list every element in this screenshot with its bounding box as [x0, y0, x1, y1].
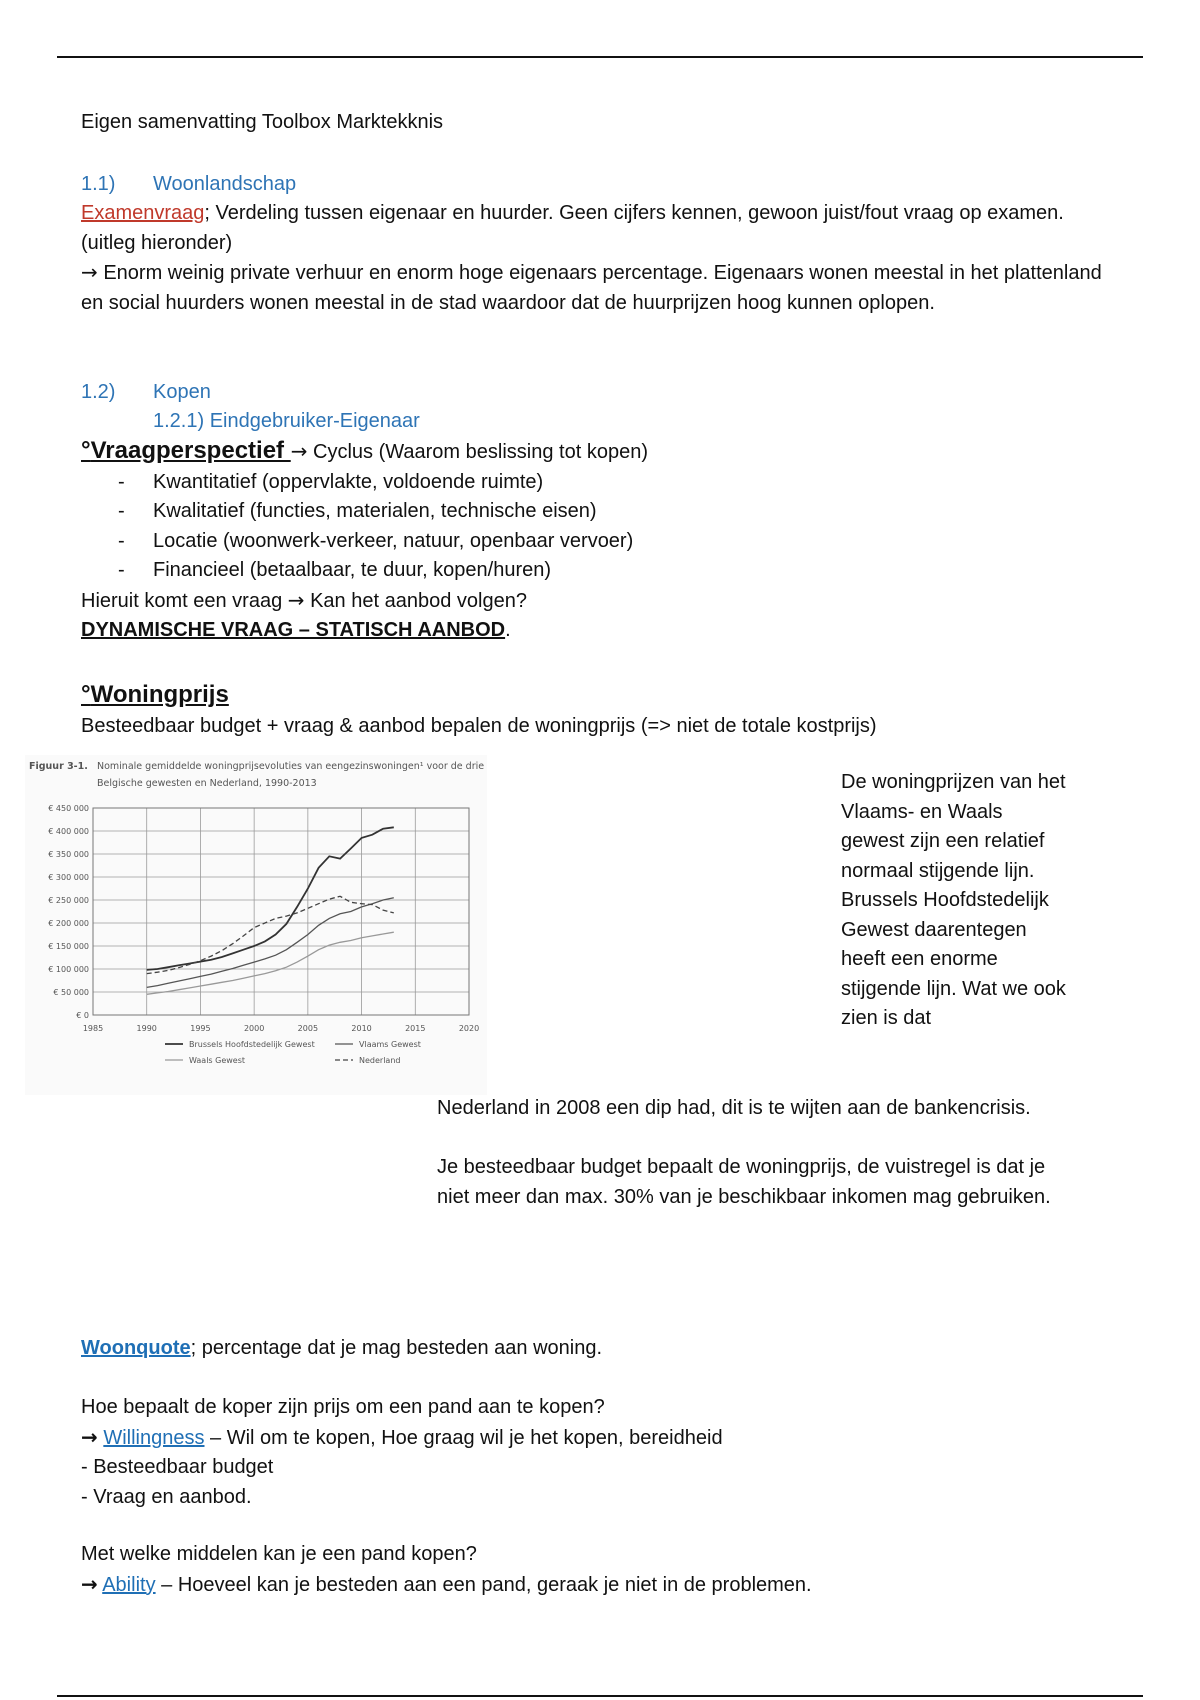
koper-question: Hoe bepaalt de koper zijn prijs om een pand aan te kopen? — [81, 1396, 605, 1418]
woningprijs-text: Besteedbaar budget + vraag & aanbod bepalen de woningprijs (=> niet de totale kostprijs) — [81, 714, 877, 737]
chart-commentary: De woningprijzen van het Vlaams- en Waals gewest zijn een relatief normaal stijgende lijn. Brussels Hoofdstedelijk Gewest daarentegen heeft een enorme stijgende lijn. Wat we ook zien is dat — [841, 771, 1066, 1029]
y-tick-label: € 400 000 — [48, 827, 89, 836]
section-1-1-heading — [81, 170, 1121, 200]
y-tick-label: € 300 000 — [48, 873, 89, 882]
x-tick-label: 2015 — [405, 1024, 426, 1033]
woningprijs-prefix: ° — [81, 681, 91, 708]
list-item: - Financieel (betaalbaar, te duur, kopen/huren) — [81, 556, 1121, 586]
footer-rule — [57, 1695, 1143, 1697]
netherlands-dip-text: Nederland in 2008 een dip had, dit is te wijten aan de bankencrisis. — [437, 1097, 1031, 1119]
budget-rule-text: Je besteedbaar budget bepaalt de woningprijs, de vuistregel is dat je niet meer dan max. 30% van je beschikbaar inkomen mag gebruiken. — [437, 1156, 1051, 1208]
exam-question-label: Examenvraag — [81, 202, 205, 224]
series-line — [147, 896, 394, 973]
x-tick-label: 2010 — [351, 1024, 372, 1033]
woonquote-text: ; percentage dat je mag besteden aan woning. — [190, 1337, 603, 1359]
exam-question-text: ; Verdeling tussen eigenaar en huurder. Geen cijfers kennen, gewoon juist/fout vraag op examen. (uitleg hieronder) — [81, 202, 1064, 254]
section-1-2-title: Kopen — [153, 381, 211, 403]
arrow-icon: → — [287, 587, 305, 612]
figure-label: Figuur 3-1. — [29, 761, 88, 772]
chart-x-axis — [83, 1024, 479, 1033]
x-tick-label: 1990 — [136, 1024, 157, 1033]
woonquote-line — [81, 1334, 1121, 1364]
woningprijs-label: Woningprijs — [90, 681, 229, 708]
y-tick-label: € 250 000 — [48, 896, 89, 905]
vraagperspectief-block — [81, 436, 1121, 646]
legend-label: Waals Gewest — [189, 1056, 246, 1065]
list-item: - Kwalitatief (functies, materialen, technische eisen) — [81, 497, 1121, 527]
vraagperspectief-line — [81, 436, 1121, 468]
figure-caption-line-1: Nominale gemiddelde woningprijsevoluties van eengezinswoningen¹ voor de drie — [97, 761, 485, 772]
middelen-block — [81, 1540, 1121, 1600]
exam-question-paragraph — [81, 199, 1121, 318]
y-tick-label: € 150 000 — [48, 942, 89, 951]
chart-commentary-continued — [437, 1094, 1077, 1212]
plot-frame — [93, 808, 469, 1015]
woningprijs-heading — [81, 680, 1121, 712]
koper-block — [81, 1393, 1121, 1512]
arrow-icon: → — [290, 439, 308, 463]
aanbod-question: Hieruit komt een vraag → Kan het aanbod volgen? — [81, 587, 527, 612]
header-rule — [57, 56, 1143, 58]
list-item: - Besteedbaar budget — [81, 1456, 274, 1478]
arrow-icon: → — [81, 260, 98, 284]
x-tick-label: 1985 — [82, 1024, 104, 1033]
chart-y-axis — [48, 804, 89, 1020]
willingness-text: – Wil om te kopen, Hoe graag wil je het kopen, bereidheid — [204, 1426, 723, 1449]
section-1-1-title: Woonlandschap — [153, 173, 297, 195]
y-tick-label: € 200 000 — [48, 919, 89, 928]
vraagperspectief-prefix: ° — [81, 437, 91, 464]
section-1-2-number: 1.2) — [81, 381, 116, 403]
ability-text: – Hoeveel kan je besteden aan een pand, geraak je niet in de problemen. — [155, 1573, 812, 1596]
x-tick-label: 2000 — [243, 1024, 265, 1033]
series-line — [147, 932, 394, 994]
figure-caption-line-2: Belgische gewesten en Nederland, 1990-2013 — [97, 778, 317, 789]
middelen-question: Met welke middelen kan je een pand kopen? — [81, 1543, 477, 1565]
legend-label: Vlaams Gewest — [359, 1040, 421, 1049]
ability-line — [81, 1570, 1121, 1601]
y-tick-label: € 350 000 — [48, 850, 89, 859]
price-evolution-chart — [25, 755, 487, 1095]
dynamic-static-conclusion: DYNAMISCHE VRAAG – STATISCH AANBOD. — [81, 619, 511, 641]
x-tick-label: 1995 — [190, 1024, 211, 1033]
woonlandschap-explanation: Enorm weinig private verhuur en enorm hoge eigenaars percentage. Eigenaars wonen meestal in het plattenland en social huurders wonen meestal in de stad waardoor dat de huurprijzen hoog kunnen oplopen. — [81, 262, 1102, 314]
arrow-icon: → — [81, 1424, 98, 1449]
arrow-icon: → — [81, 1571, 98, 1596]
legend-label: Brussels Hoofdstedelijk Gewest — [189, 1040, 315, 1049]
chart-legend — [165, 1040, 421, 1065]
series-line — [147, 898, 394, 988]
list-item: - Vraag en aanbod. — [81, 1485, 252, 1508]
ability-link[interactable]: Ability — [102, 1573, 156, 1596]
vraagperspectief-label: Vraagperspectief — [90, 437, 291, 464]
x-tick-label: 2005 — [297, 1024, 319, 1033]
list-item: - Kwantitatief (oppervlakte, voldoende ruimte) — [81, 468, 1121, 498]
section-1-2-heading — [81, 378, 1121, 408]
price-evolution-figure — [25, 755, 487, 1095]
woonquote-label: Woonquote — [81, 1337, 191, 1359]
y-tick-label: € 50 000 — [53, 988, 89, 997]
y-tick-label: € 100 000 — [48, 965, 89, 974]
willingness-link[interactable]: Willingness — [103, 1426, 205, 1449]
chart-grid — [93, 808, 469, 1015]
y-tick-label: € 0 — [76, 1011, 89, 1020]
legend-label: Nederland — [359, 1056, 401, 1065]
list-item: - Locatie (woonwerk-verkeer, natuur, openbaar vervoer) — [81, 527, 1121, 557]
vraagperspectief-text: Cyclus (Waarom beslissing tot kopen) — [307, 441, 648, 463]
x-tick-label: 2020 — [458, 1024, 480, 1033]
document-title: Eigen samenvatting Toolbox Marktekknis — [81, 111, 444, 133]
willingness-line — [81, 1423, 1121, 1454]
woningprijs-block — [81, 680, 1121, 741]
series-line — [147, 827, 394, 970]
conclusion-text: DYNAMISCHE VRAAG – STATISCH AANBOD — [81, 619, 506, 641]
section-1-2-1-heading: 1.2.1) Eindgebruiker-Eigenaar — [153, 410, 420, 432]
vraagperspectief-list — [81, 468, 1121, 586]
section-1-1-number: 1.1) — [81, 173, 116, 195]
y-tick-label: € 450 000 — [48, 804, 89, 813]
